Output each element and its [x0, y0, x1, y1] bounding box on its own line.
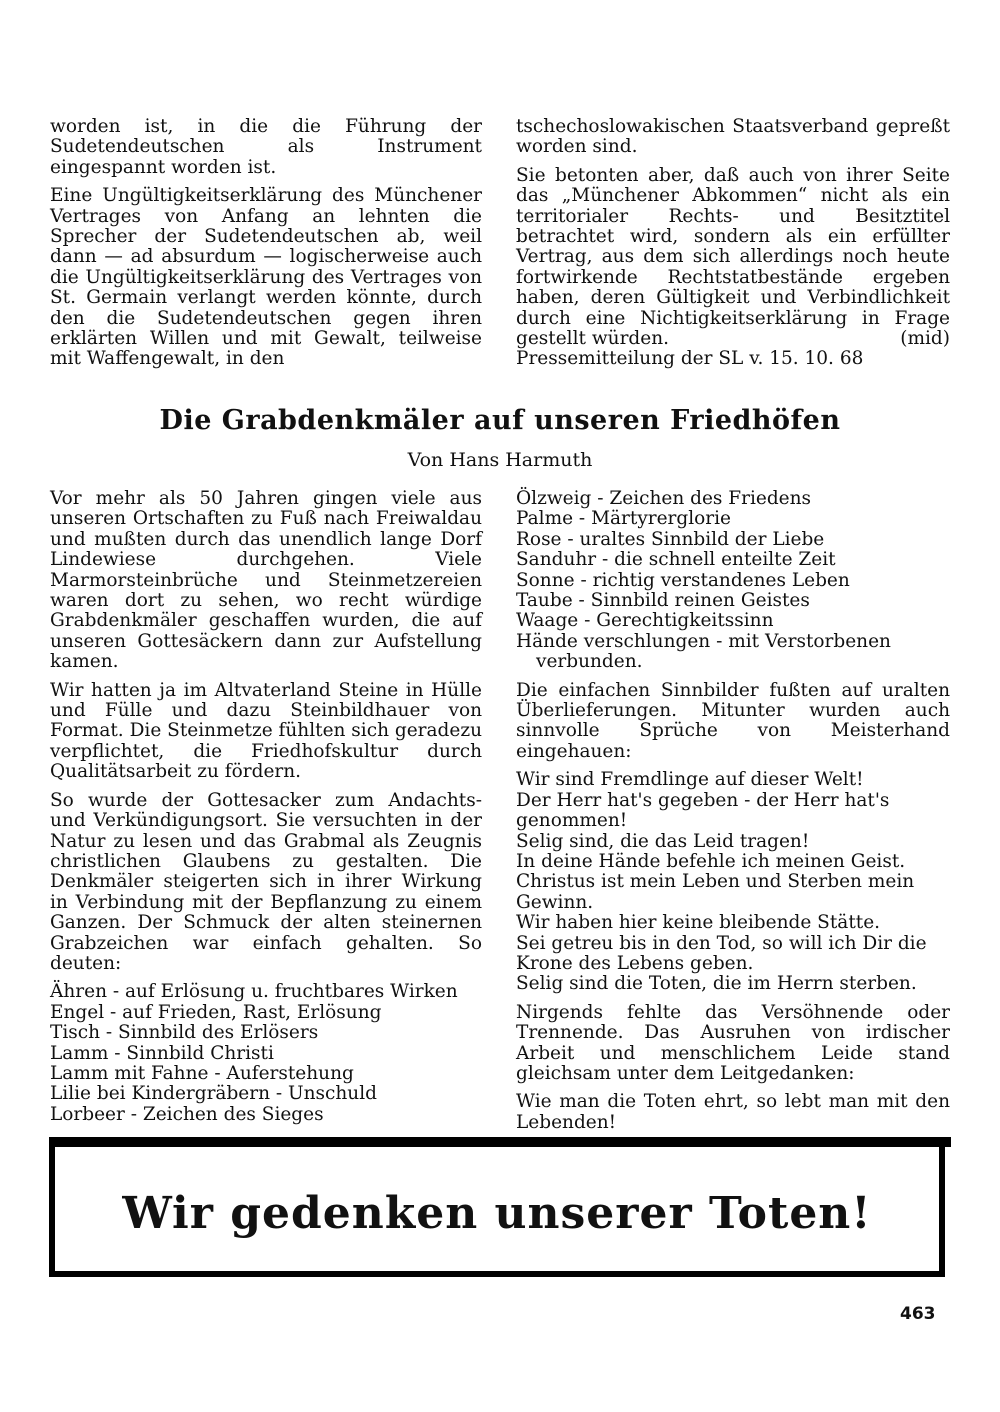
list-item: Sonne - richtig verstandenes Leben — [516, 569, 850, 591]
list-item: Palme - Märtyrerglorie — [516, 508, 732, 530]
list-item: Ölzweig - Zeichen des Friedens — [516, 488, 812, 509]
list-item: Lilie bei Kindergräbern - Unschuld — [50, 1083, 377, 1105]
memorial-banner — [49, 1137, 945, 1277]
sayings-list — [516, 770, 950, 994]
saying: In deine Hände befehle ich meinen Geist. — [516, 850, 906, 872]
paragraph: Vor mehr als 50 Jahren gingen viele aus unseren Ortschaften zu Fuß nach Freiwaldau und mußten durch das unendlich lange Dorf Lindewiese durchgehen. Viele Marmorsteinbrüche und Steinmetzereien waren dort zu sehen, wo recht würdige Grabdenkmäler geschaffen wurden, die auf unseren Gottesäckern dann zur Aufstellung kamen. — [50, 488, 482, 673]
list-item: Lamm - Sinnbild Christi — [50, 1042, 274, 1064]
top-right-column — [516, 117, 950, 378]
list-item: Waage - Gerechtigkeitssinn — [516, 610, 774, 632]
paragraph: Nirgends fehlte das Versöhnende oder Trennende. Das Ausruhen von irdischer Arbeit und menschlichem Leide stand gleichsam unter dem Leitgedanken: — [516, 1001, 950, 1084]
paragraph: tschechoslowakischen Staatsverband gepreßt worden sind. — [516, 116, 950, 158]
banner-top-rule — [49, 1137, 951, 1147]
bottom-right-column — [516, 489, 950, 1141]
paragraph: worden ist, in die die Führung der Sudetendeutschen als Instrument eingespannt worden ist. — [50, 116, 482, 178]
paragraph: So wurde der Gottesacker zum Andachts- und Verkündigungsort. Sie versuchten in der Natur zu lesen und das Grabmal als Zeugnis christlichen Glaubens zu gestalten. Die Denkmäler steigerten sich in ihrer Wirkung in Verbindung mit der Bepflanzung zu einem Ganzen. Der Schmuck der alten steinernen Grabzeichen war einfach gehalten. So deuten: — [50, 789, 482, 974]
saying: Der Herr hat's gegeben - der Herr hat's genommen! — [516, 789, 890, 832]
saying: Wir sind Fremdlinge auf dieser Welt! — [516, 769, 864, 791]
top-left-column — [50, 117, 482, 378]
page-number: 463 — [900, 1304, 936, 1324]
list-item: Engel - auf Frieden, Rast, Erlösung — [50, 1001, 382, 1023]
banner-text: Wir gedenken unserer Toten! — [122, 1188, 872, 1239]
saying: Selig sind, die das Leid tragen! — [516, 830, 810, 852]
symbol-list — [516, 489, 950, 673]
paragraph: Die einfachen Sinnbilder fußten auf uralten Überlieferungen. Mitunter wurden auch sinnvolle Sprüche von Meisterhand eingehauen: — [516, 679, 950, 762]
list-item: Rose - uraltes Sinnbild der Liebe — [516, 528, 825, 550]
symbol-list — [50, 982, 482, 1125]
bottom-left-column — [50, 489, 482, 1125]
press-source: Pressemitteilung der SL v. 15. 10. 68 — [516, 348, 864, 370]
saying: Selig sind die Toten, die im Herrn sterben. — [516, 973, 917, 995]
agency-tag: (mid) — [900, 328, 950, 350]
list-item: Hände verschlungen - mit Verstorbenen verbunden. — [516, 630, 891, 673]
list-item: Ähren - auf Erlösung u. fruchtbares Wirken — [50, 981, 458, 1003]
list-item: Lamm mit Fahne - Auferstehung — [50, 1062, 354, 1084]
byline: Von Hans Harmuth — [407, 449, 593, 471]
saying: Christus ist mein Leben und Sterben mein Gewinn. — [516, 871, 915, 913]
saying: Wir haben hier keine bleibende Stätte. — [516, 912, 881, 934]
paragraph: Wir hatten ja im Altvaterland Steine in Hülle und Fülle und dazu Steinbildhauer von Format. Die Steinmetze fühlten sich geradezu verpflichtet, die Friedhofskultur durch Qualitätsarbeit zu fördern. — [50, 679, 482, 783]
paragraph-text: Sie betonten aber, daß auch von ihrer Seite das „Münchener Abkommen“ nicht als ein territorialer Rechts- und Besitztitel betrachtet wird, sondern als ein erfüllter Vertrag, aus dem sich allerdings noch heute fortwirkende Rechtstatbestände ergeben haben, deren Gültigkeit und Verbindlichkeit durch eine Nichtigkeitserklärung in Frage gestellt würden. — [516, 164, 950, 350]
list-item: Lorbeer - Zeichen des Sieges — [50, 1103, 324, 1125]
paragraph: Eine Ungültigkeitserklärung des Münchener Vertrages von Anfang an lehnten die Sprecher der Sudetendeutschen ab, weil dann — ad absurdum — logischerweise auch die Ungültigkeitserklärung des Vertrages von St. Germain verlangt werden könnte, durch den die Sudetendeutschen gegen ihren erklärten Willen und mit Gewalt, teilweise mit Waffengewalt, in den — [50, 185, 482, 370]
list-item: Sanduhr - die schnell enteilte Zeit — [516, 549, 836, 571]
list-item: Taube - Sinnbild reinen Geistes — [516, 590, 810, 612]
paragraph — [516, 166, 950, 350]
list-item: Tisch - Sinnbild des Erlösers — [50, 1022, 319, 1044]
article-title: Die Grabdenkmäler auf unseren Friedhöfen — [159, 405, 841, 436]
paragraph: Wie man die Toten ehrt, so lebt man mit den Lebenden! — [516, 1091, 950, 1133]
saying: Sei getreu bis in den Tod, so will ich Dir die Krone des Lebens geben. — [516, 932, 927, 974]
